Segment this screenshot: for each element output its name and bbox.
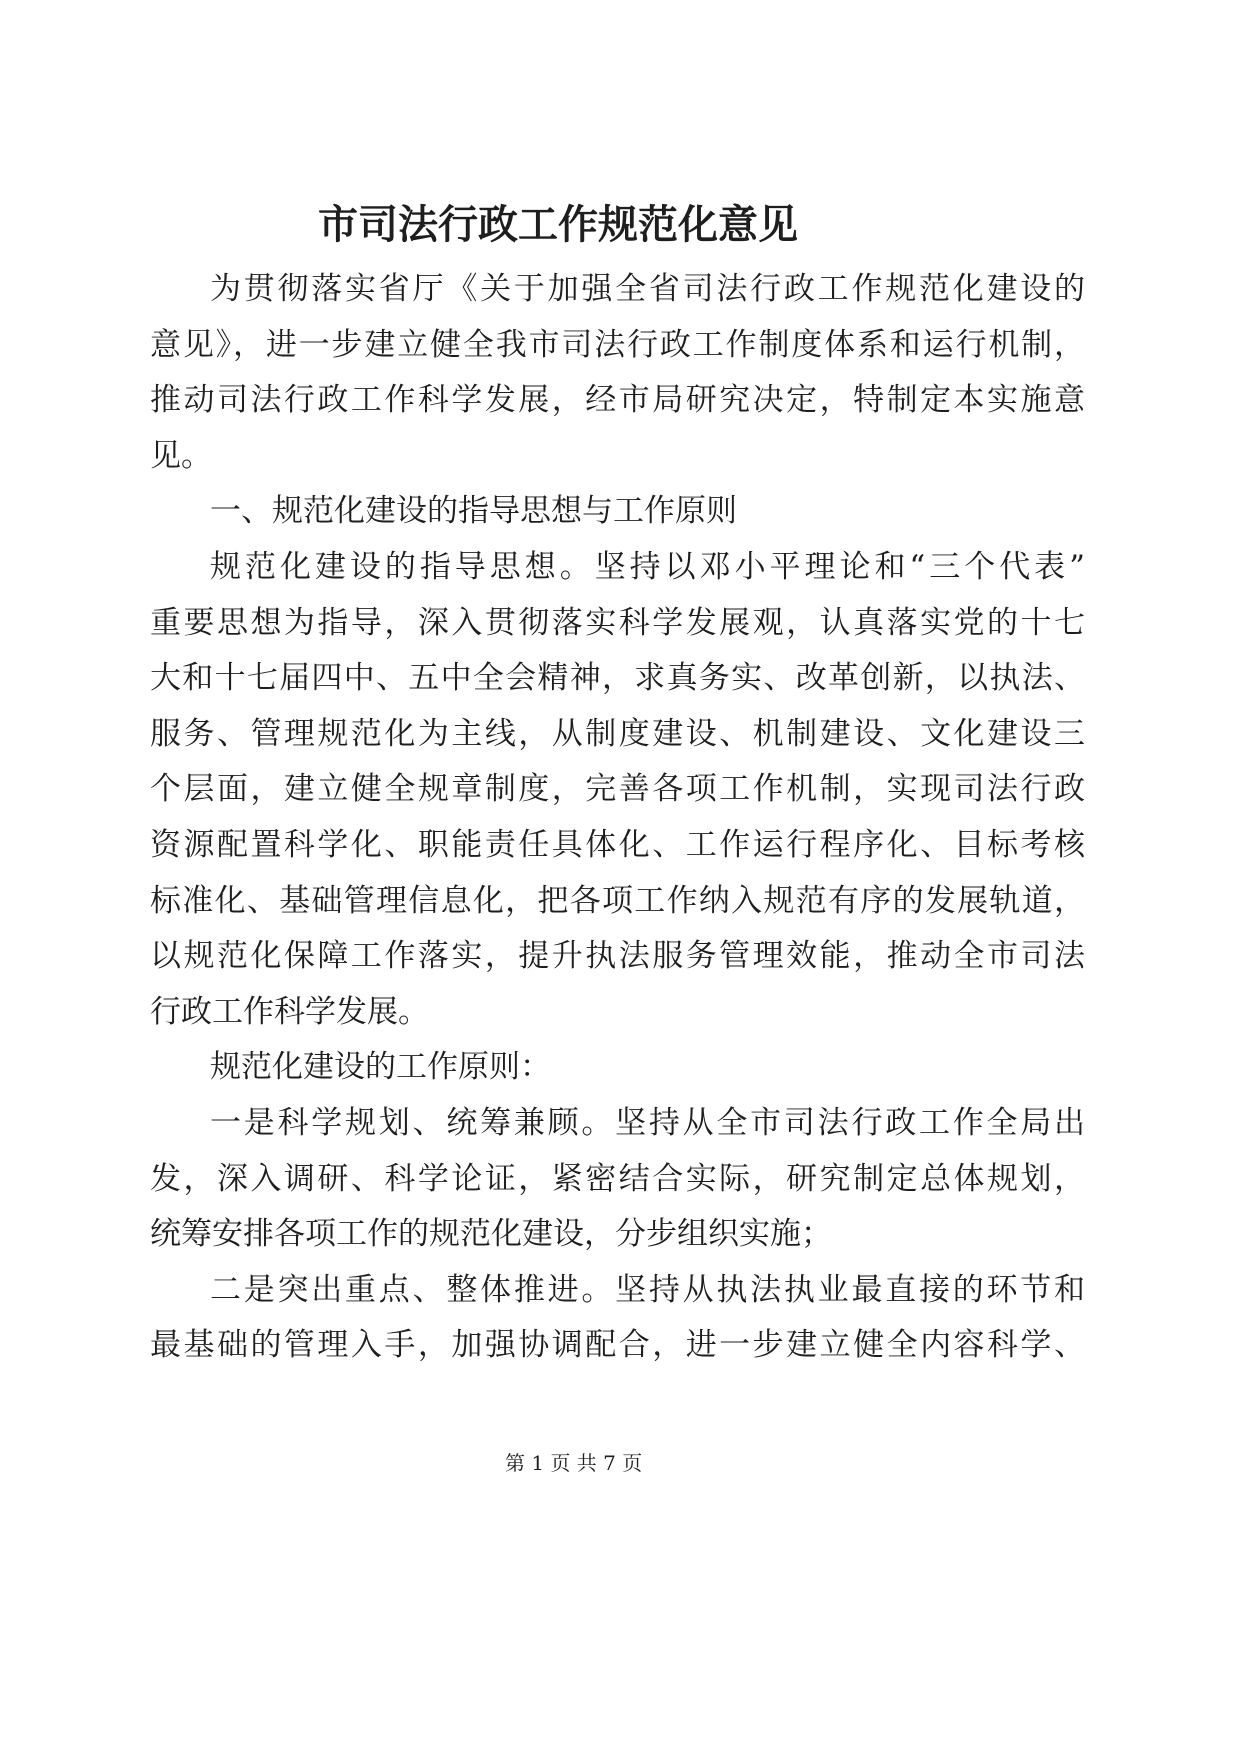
body-line: 最基础的管理入手，加强协调配合，进一步建立健全内容科学、 [150, 1327, 1085, 1364]
paragraph [150, 262, 1085, 484]
paragraph [150, 540, 1085, 1040]
body-line: 见。 [150, 437, 212, 474]
paragraph [150, 1263, 1085, 1374]
paragraph [150, 1096, 1085, 1263]
body-line: 个层面，建立健全规章制度，完善各项工作机制，实现司法行政 [150, 771, 1085, 808]
body-line: 发，深入调研、科学论证，紧密结合实际，研究制定总体规划， [150, 1160, 1085, 1197]
body-line: 一是科学规划、统筹兼顾。坚持从全市司法行政工作全局出 [210, 1104, 1085, 1141]
body-line: 规范化建设的指导思想。坚持以邓小平理论和“三个代表” [210, 548, 1085, 585]
body-line: 为贯彻落实省厅《关于加强全省司法行政工作规范化建设的 [210, 271, 1085, 307]
body-line: 二是突出重点、整体推进。坚持从执法执业最直接的环节和 [210, 1271, 1085, 1308]
paragraph [150, 1040, 1085, 1096]
section-heading [150, 484, 1085, 540]
body-line: 推动司法行政工作科学发展，经市局研究决定，特制定本实施意 [150, 382, 1085, 419]
body-line: 资源配置科学化、职能责任具体化、工作运行程序化、目标考核 [150, 826, 1085, 863]
body-line: 一、规范化建设的指导思想与工作原则 [210, 493, 737, 530]
body-line: 大和十七届四中、五中全会精神，求真务实、改革创新，以执法、 [150, 660, 1085, 697]
document-body [150, 262, 1085, 1374]
body-line: 行政工作科学发展。 [150, 993, 429, 1030]
body-line: 重要思想为指导，深入贯彻落实科学发展观，认真落实党的十七 [150, 604, 1085, 641]
body-line: 以规范化保障工作落实，提升执法服务管理效能，推动全市司法 [150, 938, 1085, 975]
body-line: 规范化建设的工作原则： [210, 1049, 551, 1086]
page-title: 市司法行政工作规范化意见 [318, 201, 798, 248]
body-line: 服务、管理规范化为主线，从制度建设、机制建设、文化建设三 [150, 715, 1085, 752]
page-number-footer: 第 1 页 共 7 页 [505, 1451, 643, 1475]
body-line: 意见》，进一步建立健全我市司法行政工作制度体系和运行机制， [150, 326, 1085, 363]
body-line: 标准化、基础管理信息化，把各项工作纳入规范有序的发展轨道， [150, 882, 1085, 919]
body-line: 统筹安排各项工作的规范化建设，分步组织实施； [150, 1216, 832, 1253]
